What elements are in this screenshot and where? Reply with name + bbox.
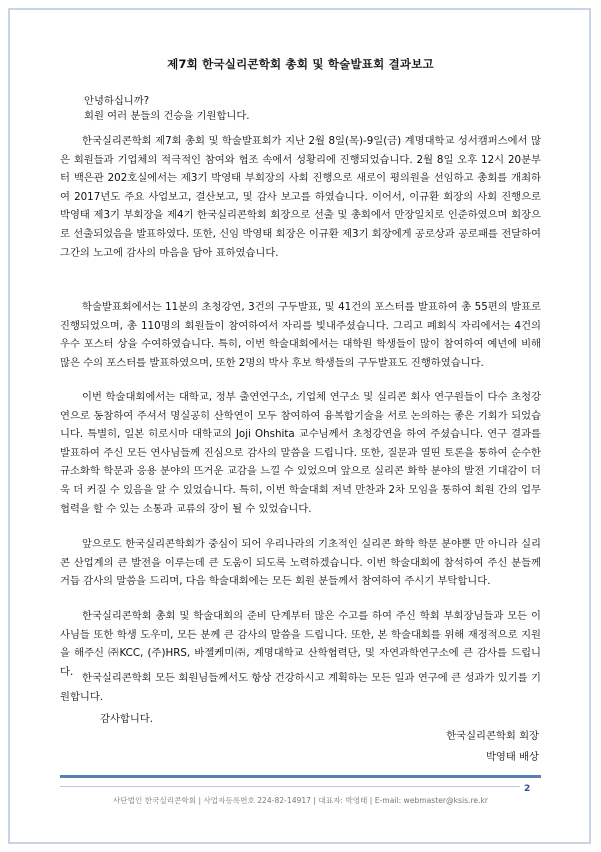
greeting-line: 안녕하십니까? — [84, 95, 150, 107]
paragraph-text: 한국실리콘학회 모든 회원님들께서도 항상 건강하시고 계획하는 모든 일과 연구에 큰 성과가 있기를 기원합니다. — [60, 672, 541, 703]
footer-text: 사단법인 한국실리콘학회 | 사업자등록번호 224-82-14917 | 대표자: 박영태 | E-mail: webmaster@ksis.re.kr — [112, 796, 489, 805]
document-title: 제7회 한국실리콘학회 총회 및 학술발표회 결과보고 — [167, 57, 434, 71]
paragraph-text: 학술발표회에서는 11분의 초청강연, 3건의 구두발표, 및 41건의 포스터를 발표하여 총 55편의 발표로 진행되었으며, 총 110명의 회원들이 참여하여서 자리를 빛내주셨습니다. 그리고 폐회식 자리에서는 4건의 우수 포스터 상을 수여하였습니다. 특히, 이번 학술대회에서는 대학원 학생들이 많이 참여하여 예년에 비해 많은 수의 포스터를 발표하였으며, 또한 2명의 박사 후보 학생들의 구두발표도 진행하였습니다. — [60, 301, 541, 369]
footer-rule-top — [60, 775, 541, 778]
footer-rule-bottom — [60, 786, 520, 787]
paragraph-text: 이번 학술대회에서는 대학교, 정부 출연연구소, 기업체 연구소 및 실리콘 회사 연구원들이 다수 초청강연으로 동참하여 주셔서 명실공히 산학연이 모두 참여하여 융복합기술을 서로 논의하는 좋은 기회가 되었습니다. 특별히, 일본 히로시마 대학교의 Joji Ohshita 교수님께서 초청강연을 하여 주셨습니다. 연구 결과를 발표하여 주신 모든 연사님들께 진심으로 감사의 말씀을 드립니다. 또한, 질문과 열띤 토론을 통하여 순수한 규소화학 학문과 응용 분야의 뜨거운 교감을 느낄 수 있었으며 앞으로 실리콘 화학 분야의 발전 기대감이 더욱 더 커질 수 있음을 알 수 있었습니다. 특히, 이번 학술대회 저녁 만찬과 2차 모임을 통하여 회원 간의 업무 협력을 할 수 있는 소통과 교류의 장이 될 수 있었습니다. — [60, 391, 541, 515]
paragraph-future — [60, 535, 541, 591]
greeting-wish: 회원 여러 분들의 건승을 기원합니다. — [84, 110, 250, 122]
paragraph-invited-talks — [60, 388, 541, 518]
paragraph-presentations — [60, 298, 541, 372]
signature-org: 한국실리콘학회 회장 — [446, 730, 539, 742]
paragraph-meeting-summary — [60, 132, 541, 262]
page-number: 2 — [524, 784, 531, 794]
paragraph-text: 한국실리콘학회 총회 및 학술대회의 준비 단계부터 많은 수고를 하여 주신 학회 부회장님들과 모든 이사님들 또한 학생 도우미, 모든 분께 큰 감사의 말씀을 드립니다. 또한, 본 학술대회를 위해 재정적으로 지원을 해주신 ㈜KCC, (주)HRS, 바젤케미㈜, 계명대학교 산학협력단, 및 자연과학연구소에 큰 감사를 드립니다. — [60, 610, 541, 678]
signature-name: 박영태 배상 — [485, 751, 539, 763]
paragraph-text: 한국실리콘학회 제7회 총회 및 학술발표회가 지난 2월 8일(목)-9일(금) 계명대학교 성서캠퍼스에서 많은 회원들과 기업체의 적극적인 참여와 협조 속에서 성황리에 진행되었습니다. 2월 8일 오후 12시 20분부터 백은관 202호실에서는 제3기 박영태 부회장의 사회 진행으로 새로이 평의원을 선임하고 총회를 개최하여 2017년도 주요 사업보고, 결산보고, 및 감사 보고를 하였습니다. 이어서, 이규환 회장의 사회 진행으로 박영태 제3기 부회장을 제4기 한국실리콘학회 회장으로 선출 및 총회에서 만장일치로 인준하였으며 회장으로 선출되었음을 발표하였다. 또한, 신임 박영태 회장은 이규환 제3기 회장에게 공로상과 공로패를 전달하여 그간의 노고에 감사의 마음을 담아 표하였습니다. — [60, 135, 541, 259]
paragraph-closing-wish — [60, 669, 541, 706]
closing-thanks: 감사합니다. — [100, 713, 154, 725]
paragraph-text: 앞으로도 한국실리콘학회가 중심이 되어 우리나라의 기초적인 실리콘 화학 학문 분야뿐 만 아니라 실리콘 산업계의 큰 발전을 이루는데 큰 도움이 되도록 노력하겠습니다. 이번 학술대회에 참석하여 주신 분들께 거듭 감사의 말씀을 드리며, 다음 학술대회에는 모든 회원 분들께서 참여하여 주시기 부탁합니다. — [60, 538, 541, 588]
